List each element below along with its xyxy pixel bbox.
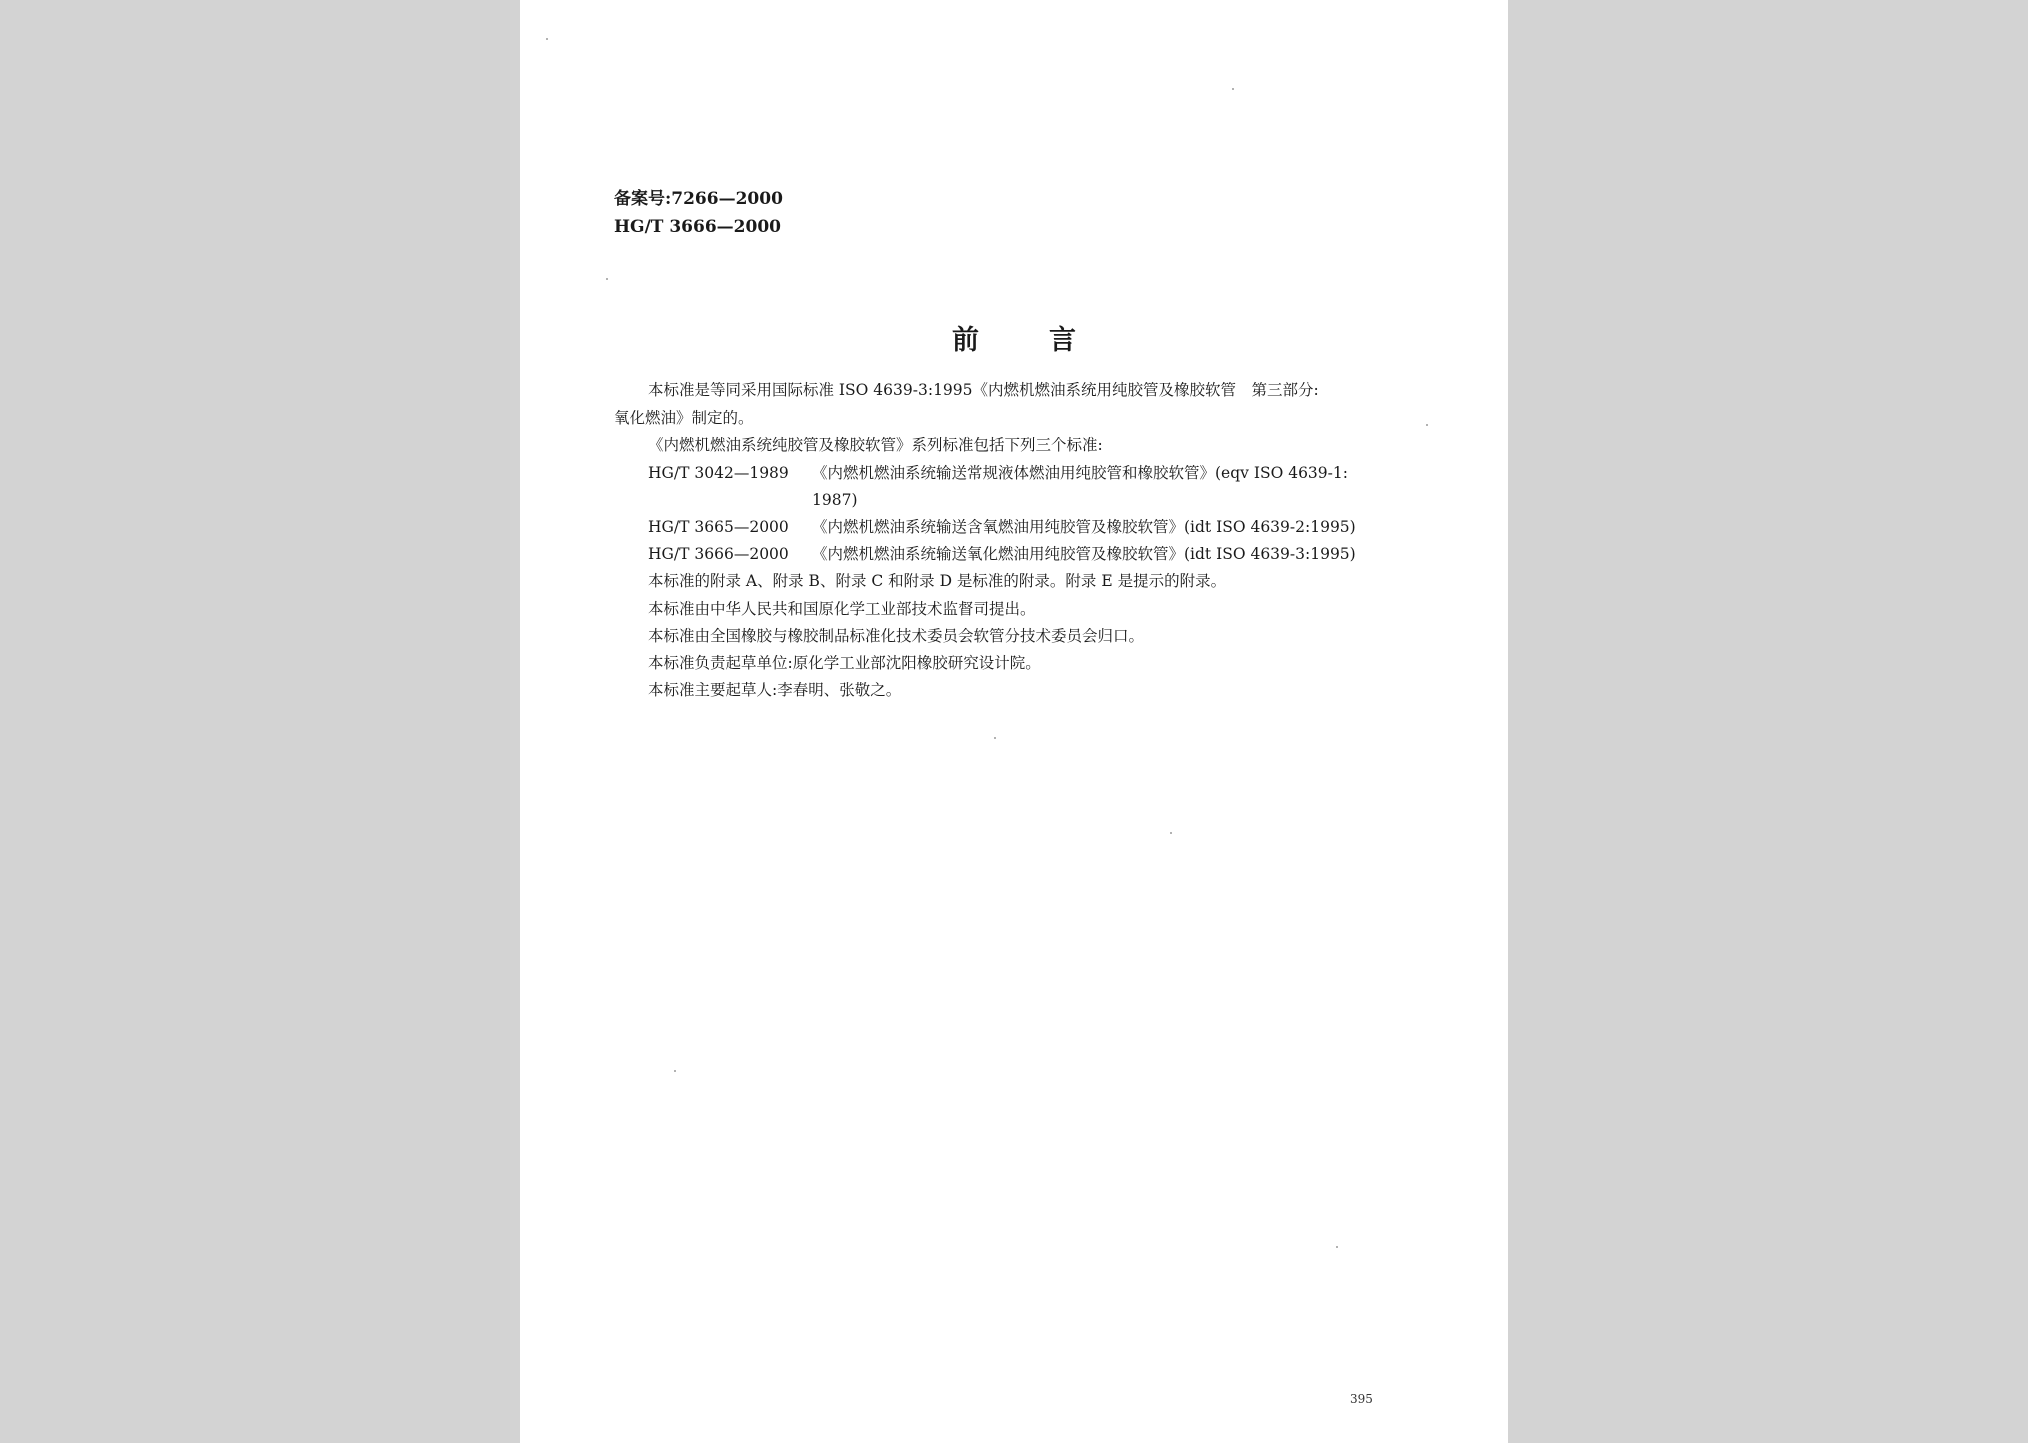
paragraph-1-line-2: 氧化燃油》制定的。 [614, 409, 754, 427]
paragraph-2: 《内燃机燃油系统纯胶管及橡胶软管》系列标准包括下列三个标准: [648, 436, 1103, 454]
standard-title-3: 《内燃机燃油系统输送氧化燃油用纯胶管及橡胶软管》(idt ISO 4639-3:1995) [812, 545, 1356, 563]
standard-title-1-continued: 1987) [812, 491, 858, 509]
document-page [520, 0, 1508, 1443]
note-drafting-unit: 本标准负责起草单位:原化学工业部沈阳橡胶研究设计院。 [648, 654, 1041, 672]
paragraph-1-line-1: 本标准是等同采用国际标准 ISO 4639-3:1995《内燃机燃油系统用纯胶管及橡胶软管 第三部分: [648, 381, 1319, 399]
standard-code-2: HG/T 3665—2000 [648, 518, 789, 536]
scan-speck [1232, 88, 1234, 90]
scan-speck [1336, 1246, 1338, 1248]
scan-speck [1426, 424, 1428, 426]
scan-speck [1170, 832, 1172, 834]
scan-speck [606, 278, 608, 280]
standard-number: HG/T 3666—2000 [614, 217, 781, 237]
page-number: 395 [1350, 1392, 1373, 1406]
standard-code-3: HG/T 3666—2000 [648, 545, 789, 563]
note-drafters: 本标准主要起草人:李春明、张敬之。 [648, 681, 902, 699]
standard-code-1: HG/T 3042—1989 [648, 464, 789, 482]
scan-speck [994, 737, 996, 739]
title-char-2: 言 [1049, 325, 1076, 356]
note-proposer: 本标准由中华人民共和国原化学工业部技术监督司提出。 [648, 600, 1036, 618]
scan-speck [674, 1070, 676, 1072]
note-committee: 本标准由全国橡胶与橡胶制品标准化技术委员会软管分技术委员会归口。 [648, 627, 1145, 645]
title-char-1: 前 [952, 325, 979, 356]
note-appendix: 本标准的附录 A、附录 B、附录 C 和附录 D 是标准的附录。附录 E 是提示的附录。 [648, 572, 1227, 590]
standard-title-2: 《内燃机燃油系统输送含氧燃油用纯胶管及橡胶软管》(idt ISO 4639-2:1995) [812, 518, 1356, 536]
page-title [520, 318, 1508, 357]
scan-speck [546, 38, 548, 40]
standard-title-1: 《内燃机燃油系统输送常规液体燃油用纯胶管和橡胶软管》(eqv ISO 4639-1: [812, 464, 1348, 482]
record-number: 备案号:7266—2000 [614, 189, 783, 209]
